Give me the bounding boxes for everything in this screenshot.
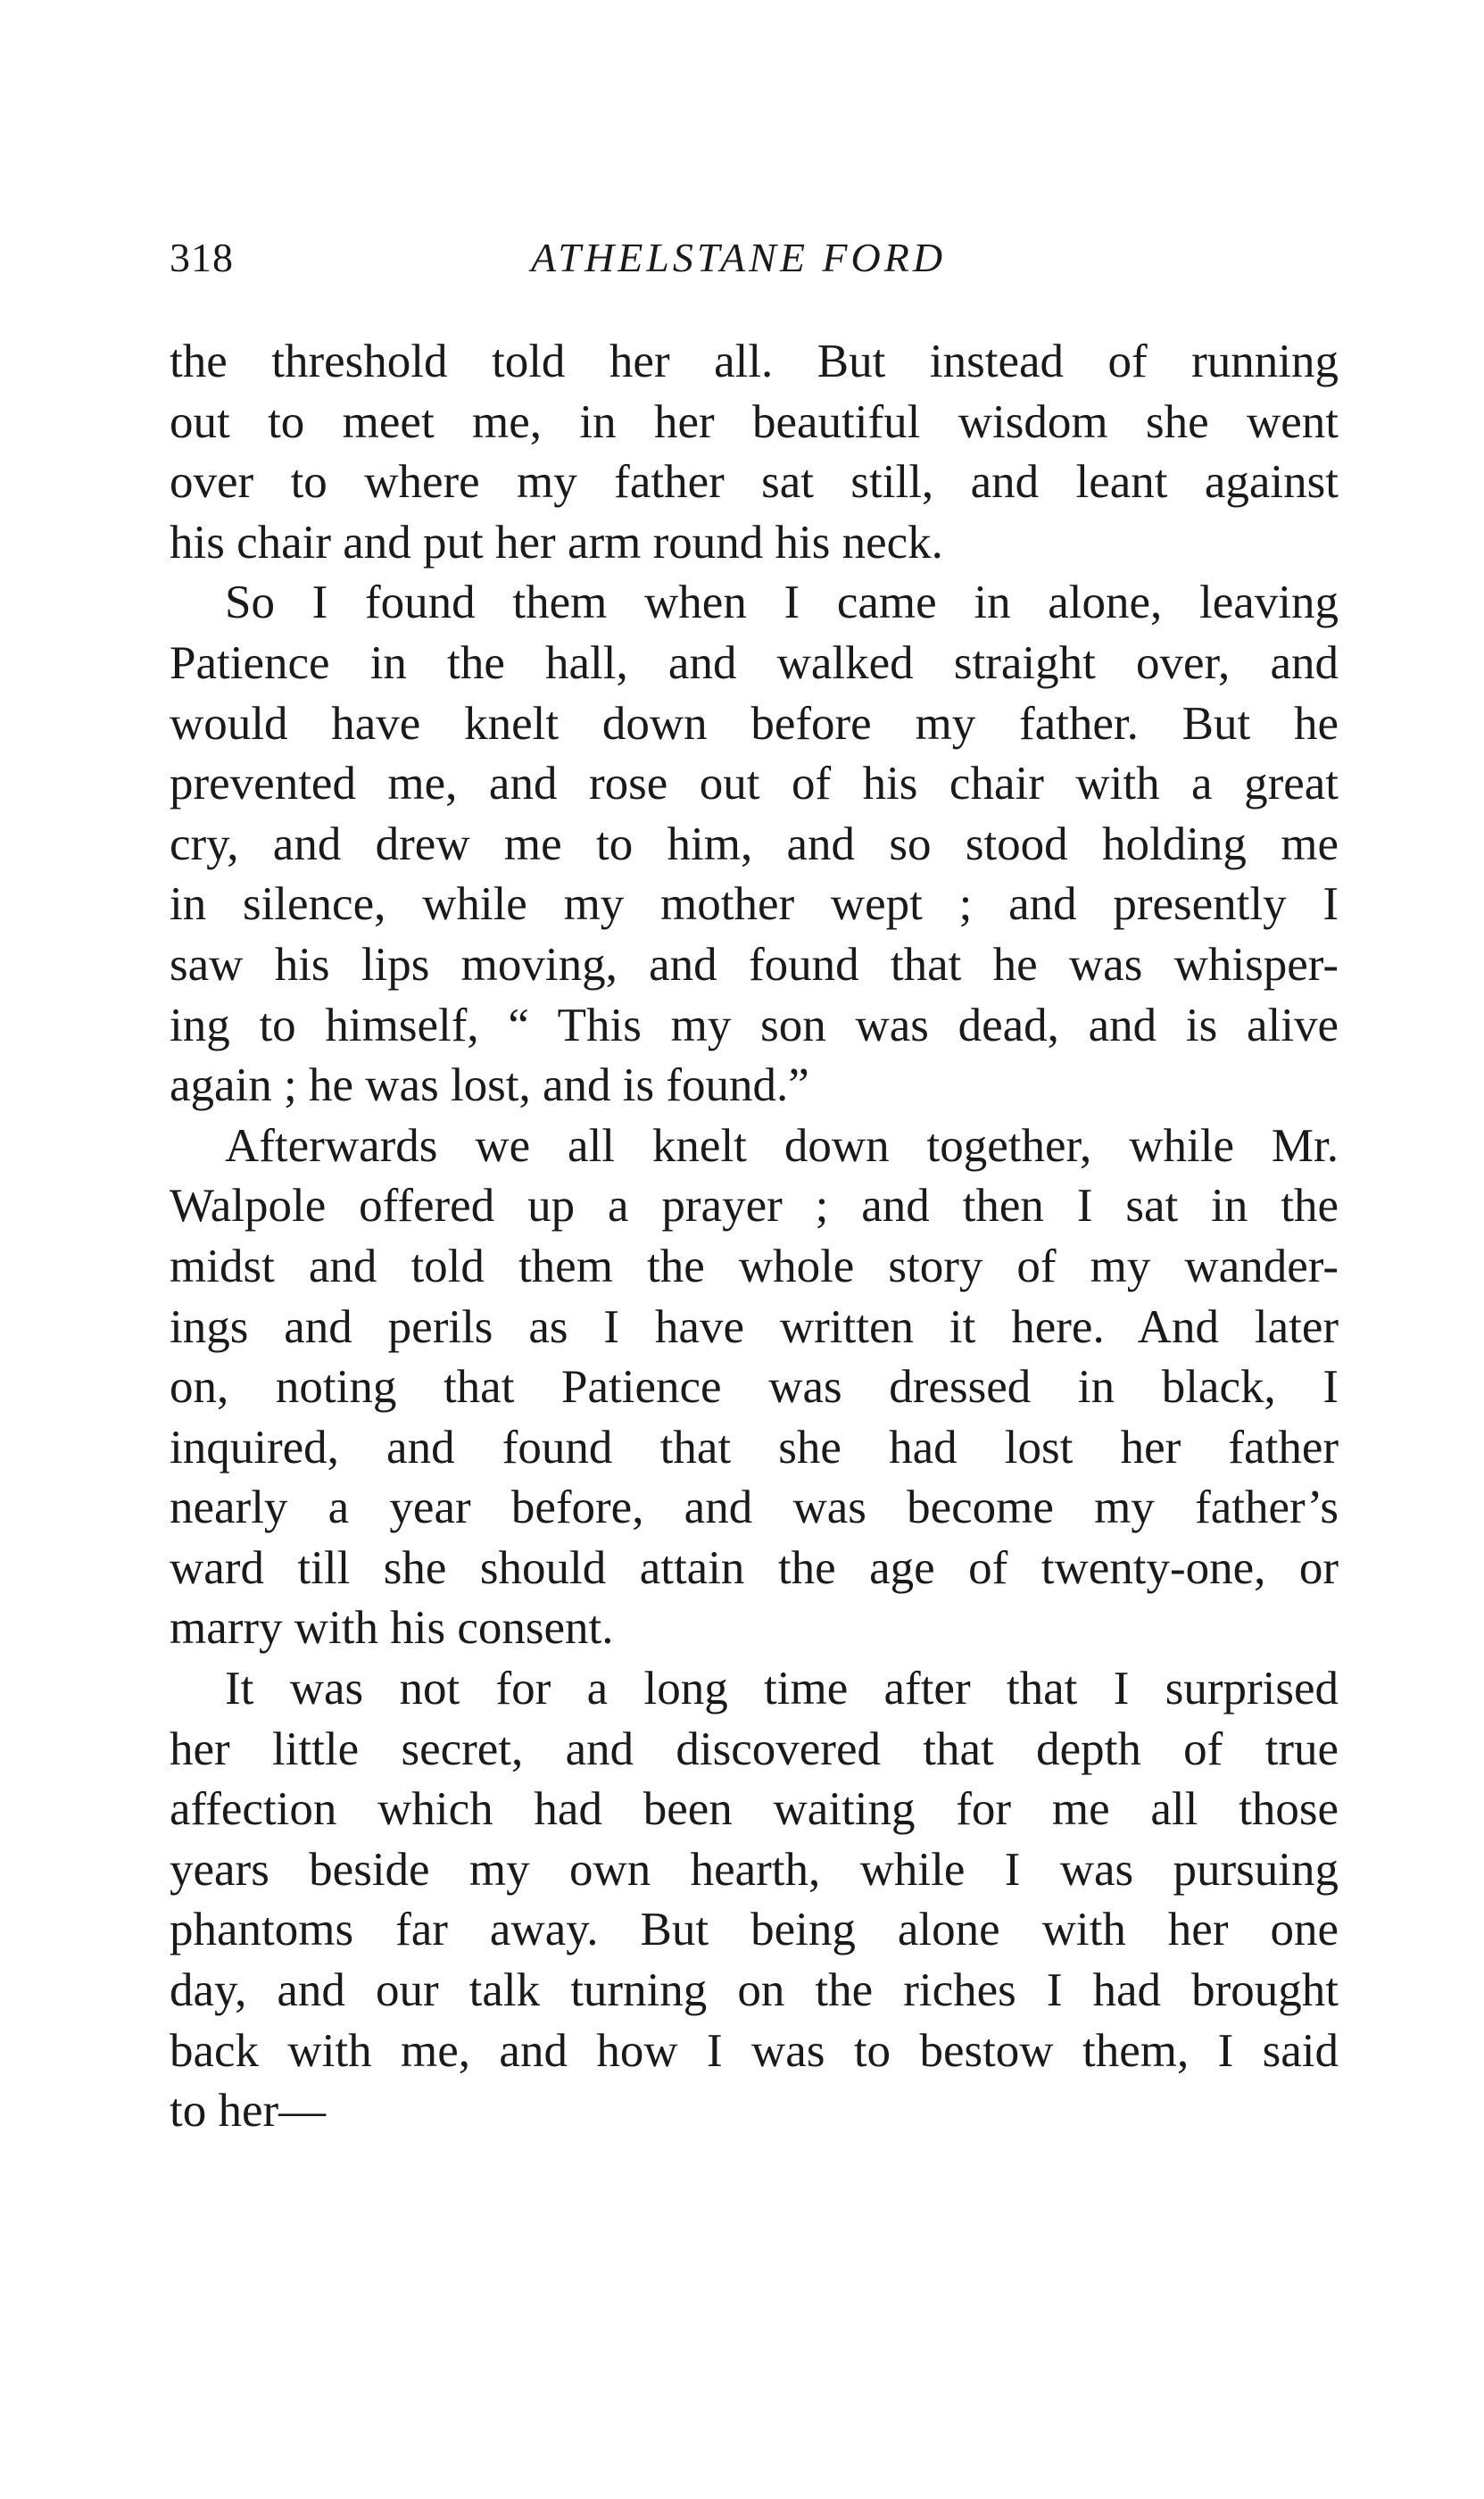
text-line: prevented me, and rose out of his chair with a great <box>170 758 1339 810</box>
text-line: day, and our talk turning on the riches I had brought <box>170 1964 1339 2017</box>
text-line: It was not for a long time after that I surprised <box>225 1663 1339 1715</box>
text-line: inquired, and found that she had lost her father <box>170 1421 1339 1474</box>
text-line: Afterwards we all knelt down together, while Mr. <box>225 1119 1339 1172</box>
text-line: over to where my father sat still, and leant against <box>170 456 1339 509</box>
text-line: his chair and put her arm round his neck. <box>170 516 943 569</box>
text-line: years beside my own hearth, while I was pursuing <box>170 1843 1339 1896</box>
text-line: ward till she should attain the age of twenty-one, or <box>170 1541 1339 1594</box>
text-line: in silence, while my mother wept ; and presently I <box>170 878 1339 931</box>
page-number: 318 <box>170 235 234 280</box>
page-header <box>170 234 1339 296</box>
text-line: ings and perils as I have written it here. And later <box>170 1300 1339 1353</box>
text-line: marry with his consent. <box>170 1602 614 1655</box>
text-line: back with me, and how I was to bestow them, I said <box>170 2024 1339 2077</box>
text-line: affection which had been waiting for me all those <box>170 1783 1339 1836</box>
text-line: nearly a year before, and was become my father’s <box>170 1482 1339 1534</box>
text-line: midst and told them the whole story of my wander- <box>170 1240 1339 1292</box>
text-line: out to meet me, in her beautiful wisdom she went <box>170 395 1339 448</box>
text-line: again ; he was lost, and is found.” <box>170 1059 809 1112</box>
text-line: would have knelt down before my father. But he <box>170 697 1339 750</box>
text-line: on, noting that Patience was dressed in black, I <box>170 1361 1339 1414</box>
text-line: phantoms far away. But being alone with her one <box>170 1904 1339 1956</box>
text-line: So I found them when I came in alone, leaving <box>225 577 1339 629</box>
text-line: Walpole offered up a prayer ; and then I sat in the <box>170 1180 1339 1233</box>
text-line: cry, and drew me to him, and so stood holding me <box>170 818 1339 870</box>
text-line: the threshold told her all. But instead of running <box>170 336 1339 387</box>
text-line: saw his lips moving, and found that he was whisper- <box>170 938 1339 991</box>
text-line: ing to himself, “ This my son was dead, and is alive <box>170 999 1339 1051</box>
text-line: her little secret, and discovered that depth of true <box>170 1723 1339 1775</box>
text-line: to her— <box>170 2085 327 2138</box>
body-text <box>170 332 1339 2142</box>
text-line: Patience in the hall, and walked straight over, and <box>170 636 1339 689</box>
running-title: ATHELSTANE FORD <box>531 235 947 280</box>
